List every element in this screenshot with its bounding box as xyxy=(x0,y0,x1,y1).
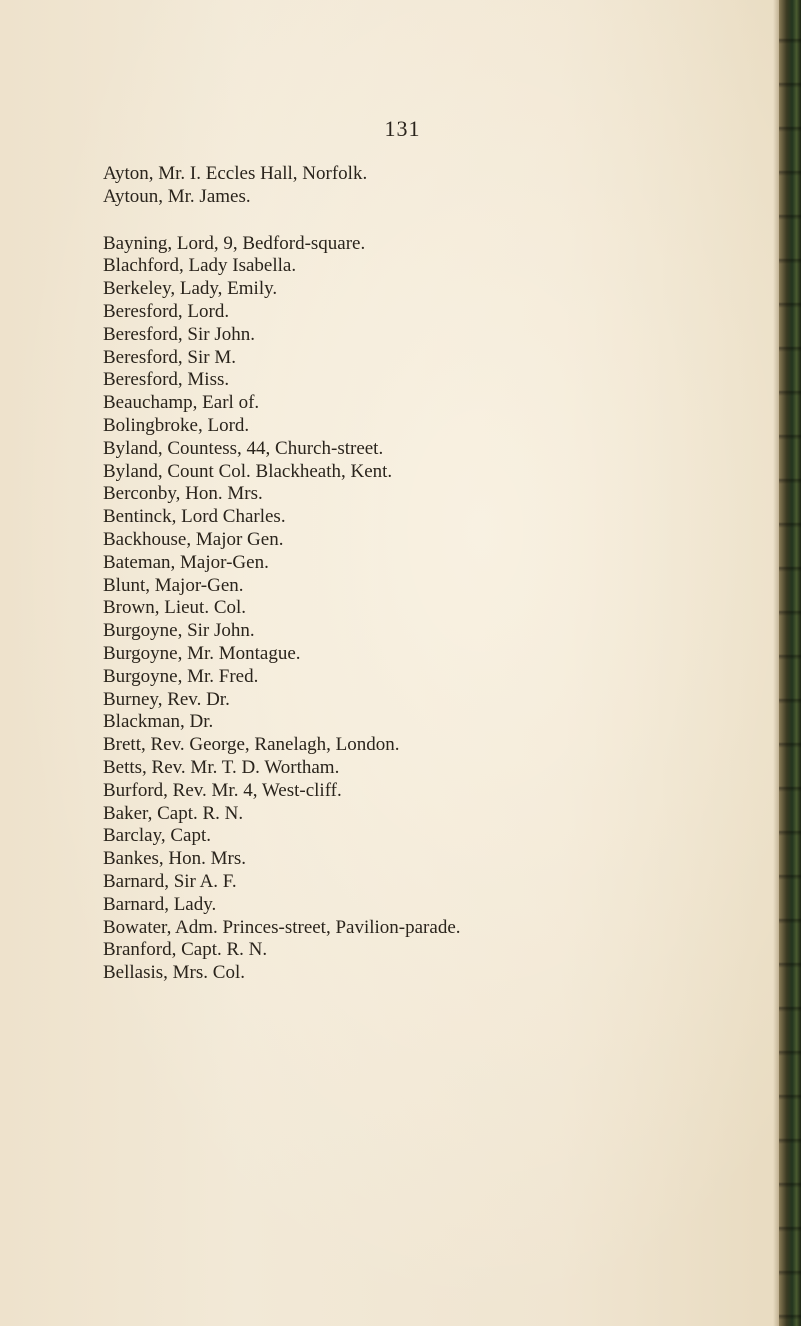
list-entry: Baker, Capt. R. N. xyxy=(103,802,244,824)
list-entry: Blackman, Dr. xyxy=(103,711,214,733)
list-entry: Beauchamp, Earl of. xyxy=(103,392,260,414)
list-entry: Bateman, Major-Gen. xyxy=(103,551,269,573)
list-entry: Betts, Rev. Mr. T. D. Wortham. xyxy=(103,756,340,778)
list-entry: Barnard, Sir A. F. xyxy=(103,870,237,892)
list-entry: Berconby, Hon. Mrs. xyxy=(103,483,263,505)
list-entry: Byland, Count Col. Blackheath, Kent. xyxy=(103,460,393,482)
page-number: 131 xyxy=(384,116,421,141)
list-entry: Beresford, Miss. xyxy=(103,369,230,391)
list-entry: Blachford, Lady Isabella. xyxy=(103,255,297,277)
list-entry: Barnard, Lady. xyxy=(103,893,217,915)
list-entry: Bentinck, Lord Charles. xyxy=(103,506,286,528)
list-entry: Burgoyne, Mr. Fred. xyxy=(103,665,259,687)
list-entry: Backhouse, Major Gen. xyxy=(103,528,284,550)
list-entry: Bowater, Adm. Princes-street, Pavilion-parade. xyxy=(103,916,461,938)
list-entry: Ayton, Mr. I. Eccles Hall, Norfolk. xyxy=(103,163,368,184)
list-entry: Berkeley, Lady, Emily. xyxy=(103,278,278,300)
list-entry: Brown, Lieut. Col. xyxy=(103,597,247,619)
list-entry: Bellasis, Mrs. Col. xyxy=(103,962,245,984)
list-entry: Byland, Countess, 44, Church-street. xyxy=(103,437,384,459)
list-entry: Branford, Capt. R. N. xyxy=(103,939,268,961)
list-entry: Bankes, Hon. Mrs. xyxy=(103,848,247,870)
list-entry: Burney, Rev. Dr. xyxy=(103,688,230,710)
list-entry: Bayning, Lord, 9, Bedford-square. xyxy=(103,232,366,254)
list-entry: Bolingbroke, Lord. xyxy=(103,414,250,436)
list-entry: Beresford, Lord. xyxy=(103,300,230,322)
list-entry: Blunt, Major-Gen. xyxy=(103,574,244,596)
list-entry: Beresford, Sir John. xyxy=(103,323,255,345)
list-entry: Burford, Rev. Mr. 4, West-cliff. xyxy=(103,779,342,801)
subscriber-list xyxy=(103,163,783,985)
list-entry: Beresford, Sir M. xyxy=(103,346,236,368)
list-entry: Burgoyne, Sir John. xyxy=(103,620,255,642)
list-entry: Brett, Rev. George, Ranelagh, London. xyxy=(103,734,400,756)
list-entry: Barclay, Capt. xyxy=(103,825,211,847)
list-entry: Burgoyne, Mr. Montague. xyxy=(103,642,301,664)
list-entry: Aytoun, Mr. James. xyxy=(103,185,251,207)
